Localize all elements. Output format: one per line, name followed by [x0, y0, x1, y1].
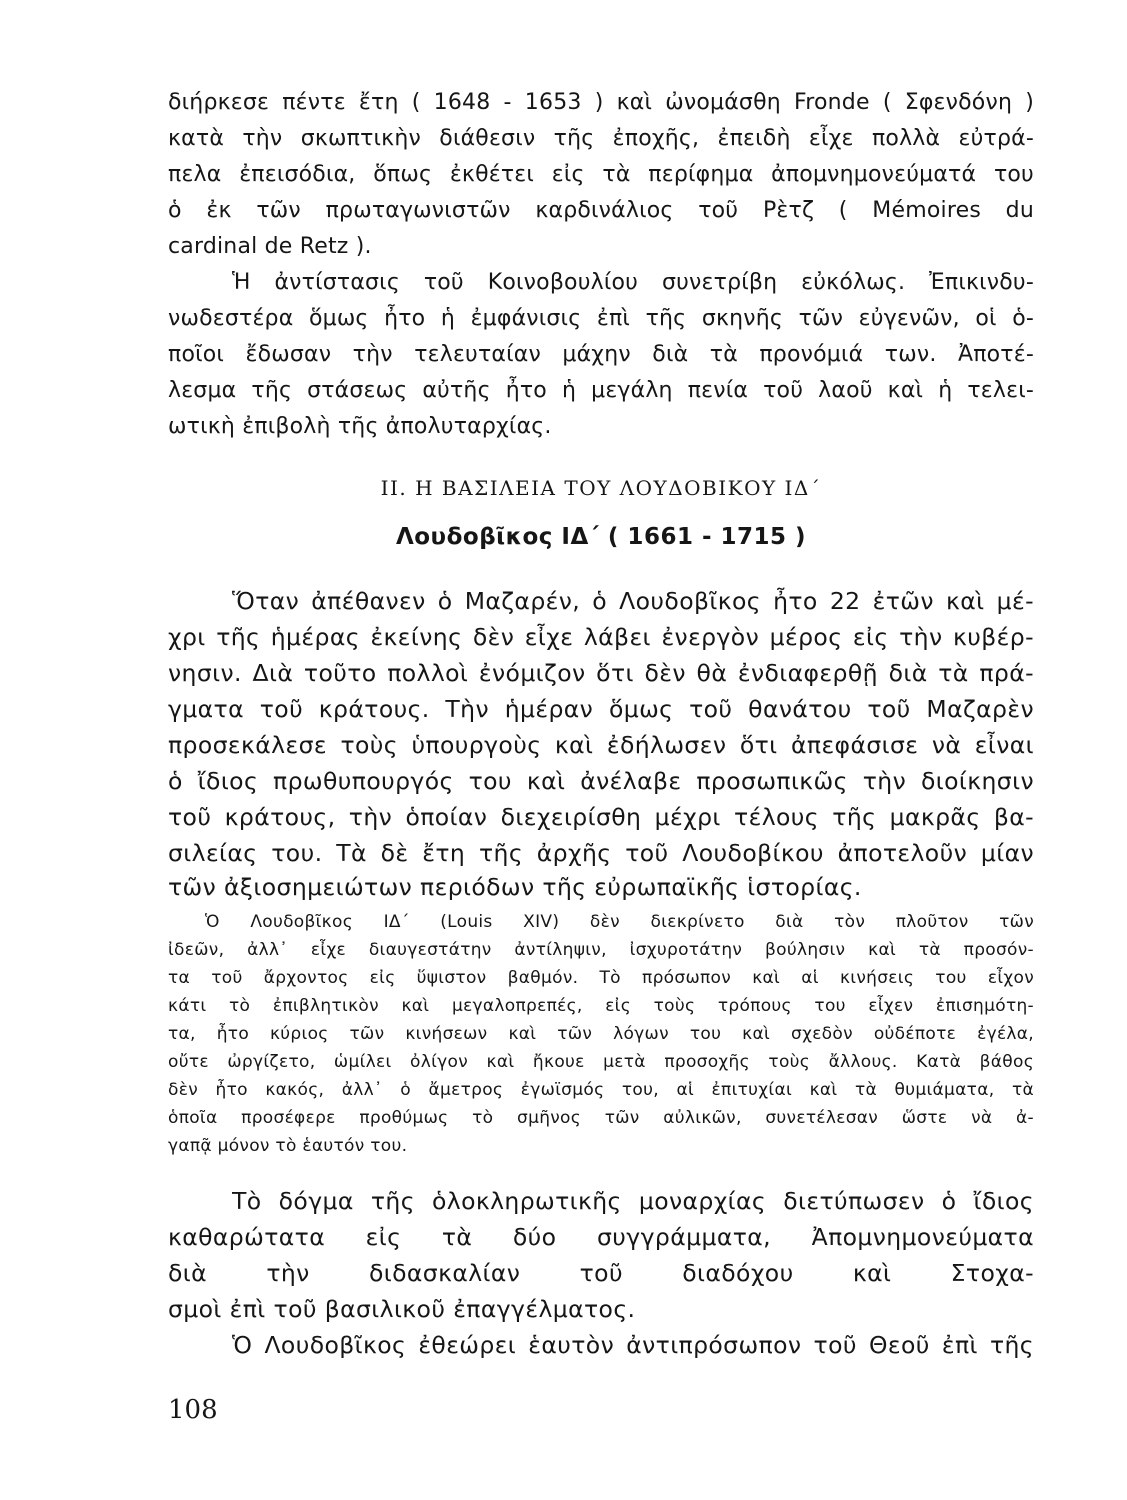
text-line: νωδεστέρα ὅμως ἦτο ἡ ἐμφάνισις ἐπὶ τῆς σκηνῆς τῶν εὐγενῶν, οἱ ὁ- — [168, 306, 1034, 331]
text-line: προσεκάλεσε τοὺς ὑπουργοὺς καὶ ἐδήλωσεν ὅτι ἀπεφάσισε νὰ εἶναι — [168, 731, 1034, 759]
text-line: κατὰ τὴν σκωπτικὴν διάθεσιν τῆς ἐποχῆς, ἐπειδὴ εἶχε πολλὰ εὐτρά- — [168, 126, 1034, 151]
text-line: τα, ἦτο κύριος τῶν κινήσεων καὶ τῶν λόγων του καὶ σχεδὸν οὐδέποτε ἐγέλα, — [168, 1024, 1034, 1044]
text-line: γαπᾷ μόνον τὸ ἑαυτόν του. — [168, 1136, 408, 1156]
text-line: Τὸ δόγμα τῆς ὁλοκληρωτικῆς μοναρχίας διετύπωσεν ὁ ἴδιος — [232, 1187, 1034, 1215]
text-line: ωτικὴ ἐπιβολὴ τῆς ἀπολυταρχίας. — [168, 414, 552, 439]
text-line: δὲν ἦτο κακός, ἀλλ᾽ ὁ ἄμετρος ἐγωϊσμός του, αἱ ἐπιτυχίαι καὶ τὰ θυμιάματα, τὰ — [168, 1080, 1034, 1100]
page-number: 108 — [168, 1395, 218, 1425]
text-line: καθαρώτατα εἰς τὰ δύο συγγράμματα, Ἀπομνημονεύματα — [168, 1223, 1034, 1251]
text-line: χρι τῆς ἡμέρας ἐκείνης δὲν εἶχε λάβει ἐνεργὸν μέρος εἰς τὴν κυβέρ- — [168, 623, 1034, 651]
text-line: ποῖοι ἔδωσαν τὴν τελευταίαν μάχην διὰ τὰ προνόμιά των. Ἀποτέ- — [168, 342, 1034, 367]
text-line: κάτι τὸ ἐπιβλητικὸν καὶ μεγαλοπρεπές, εἰς τοὺς τρόπους του εἶχεν ἐπισημότη- — [168, 996, 1034, 1016]
text-line: ἰδεῶν, ἀλλ᾽ εἶχε διαυγεστάτην ἀντίληψιν, ἰσχυροτάτην βούλησιν καὶ τὰ προσόν- — [168, 940, 1034, 960]
text-line: σμοὶ ἐπὶ τοῦ βασιλικοῦ ἐπαγγέλματος. — [168, 1295, 636, 1323]
text-line: ὁ ἐκ τῶν πρωταγωνιστῶν καρδινάλιος τοῦ Ρὲτζ ( Mémoires du — [168, 198, 1034, 223]
text-line: σιλείας του. Τὰ δὲ ἔτη τῆς ἀρχῆς τοῦ Λουδοβίκου ἀποτελοῦν μίαν — [168, 839, 1034, 867]
text-line: τῶν ἀξιοσημειώτων περιόδων τῆς εὐρωπαϊκῆς ἱστορίας. — [168, 873, 862, 901]
text-line: ὁ ἴδιος πρωθυπουργός του καὶ ἀνέλαβε προσωπικῶς τὴν διοίκησιν — [168, 767, 1034, 795]
text-line: τοῦ κράτους, τὴν ὁποίαν διεχειρίσθη μέχρι τέλους τῆς μακρᾶς βα- — [168, 803, 1034, 831]
text-line: οὔτε ὠργίζετο, ὡμίλει ὀλίγον καὶ ἤκουε μετὰ προσοχῆς τοὺς ἄλλους. Κατὰ βάθος — [168, 1052, 1034, 1072]
text-line: Ὁ Λουδοβῖκος ΙΔ΄ (Louis XIV) δὲν διεκρίνετο διὰ τὸν πλοῦτον τῶν — [205, 912, 1034, 932]
text-line: Ὁ Λουδοβῖκος ἐθεώρει ἑαυτὸν ἀντιπρόσωπον τοῦ Θεοῦ ἐπὶ τῆς — [232, 1331, 1034, 1359]
text-line: λεσμα τῆς στάσεως αὐτῆς ἦτο ἡ μεγάλη πενία τοῦ λαοῦ καὶ ἡ τελει- — [168, 378, 1034, 403]
chapter-title: Λουδοβῖκος ΙΔ΄ ( 1661 - 1715 ) — [395, 524, 807, 550]
text-line: γματα τοῦ κράτους. Τὴν ἡμέραν ὅμως τοῦ θανάτου τοῦ Μαζαρὲν — [168, 695, 1034, 723]
text-line: Ὅταν ἀπέθανεν ὁ Μαζαρέν, ὁ Λουδοβῖκος ἦτο 22 ἐτῶν καὶ μέ- — [232, 587, 1034, 615]
text-line: διήρκεσε πέντε ἔτη ( 1648 - 1653 ) καὶ ὠνομάσθη Fronde ( Σφενδόνη ) — [168, 90, 1034, 115]
text-line: νησιν. Διὰ τοῦτο πολλοὶ ἐνόμιζον ὅτι δὲν θὰ ἐνδιαφερθῇ διὰ τὰ πρά- — [168, 659, 1034, 687]
text-line: Ἡ ἀντίστασις τοῦ Κοινοβουλίου συνετρίβη εὐκόλως. Ἐπικινδυ- — [232, 270, 1034, 295]
section-heading: ΙΙ. Η ΒΑΣΙΛΕΙΑ ΤΟΥ ΛΟΥΔΟΒΙΚΟΥ ΙΔ΄ — [380, 476, 822, 500]
text-line: τα τοῦ ἄρχοντος εἰς ὕψιστον βαθμόν. Τὸ πρόσωπον καὶ αἱ κινήσεις του εἶχον — [168, 968, 1034, 988]
text-line: ὁποῖα προσέφερε προθύμως τὸ σμῆνος τῶν αὐλικῶν, συνετέλεσαν ὥστε νὰ ἀ- — [168, 1108, 1034, 1128]
text-line: cardinal de Retz ). — [168, 234, 372, 259]
text-line: πελα ἐπεισόδια, ὅπως ἐκθέτει εἰς τὰ περίφημα ἀπομνημονεύματά του — [168, 162, 1034, 187]
text-line: διὰ τὴν διδασκαλίαν τοῦ διαδόχου καὶ Στοχα- — [168, 1259, 1034, 1287]
